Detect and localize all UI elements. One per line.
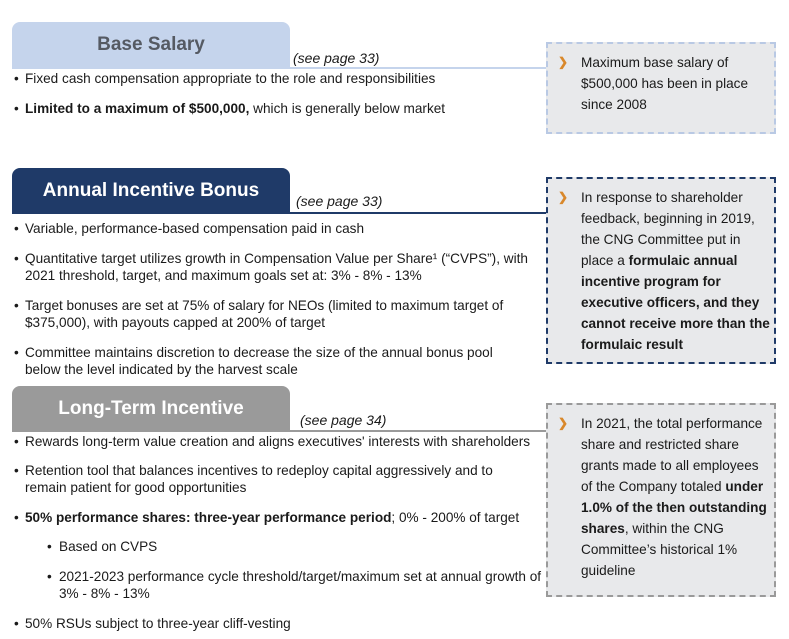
base-salary-tab-label: Base Salary bbox=[97, 34, 205, 55]
list-item: • 50% RSUs subject to three-year cliff-vesting bbox=[14, 615, 291, 632]
base-salary-page-ref: (see page 33) bbox=[293, 50, 380, 66]
list-item: • Rewards long-term value creation and aligns executives' interests with shareholders bbox=[14, 433, 530, 450]
list-item: • 50% performance shares: three-year performance period; 0% - 200% of target bbox=[14, 509, 519, 526]
list-item: • Based on CVPS bbox=[47, 538, 157, 555]
long-term-incentive-tab bbox=[12, 386, 290, 432]
chevron-right-icon: ❯ bbox=[558, 416, 569, 430]
annual-incentive-rule bbox=[12, 212, 547, 214]
annual-incentive-tab-label: Annual Incentive Bonus bbox=[42, 180, 260, 201]
list-item: • Quantitative target utilizes growth in Compensation Value per Share¹ (“CVPS”), with 2021 threshold, target, and maximum goals set at: 3% - 8% - 13% bbox=[14, 250, 545, 284]
base-salary-rule bbox=[12, 67, 547, 69]
long-term-incentive-page-ref: (see page 34) bbox=[300, 412, 387, 428]
list-item: • Committee maintains discretion to decrease the size of the annual bonus pool below the level indicated by the harvest scale bbox=[14, 344, 515, 378]
chevron-right-icon: ❯ bbox=[558, 55, 569, 69]
chevron-right-icon: ❯ bbox=[558, 190, 569, 204]
long-term-incentive-rule bbox=[12, 430, 547, 432]
long-term-incentive-tab-label: Long-Term Incentive bbox=[58, 398, 244, 419]
list-item: • Variable, performance-based compensation paid in cash bbox=[14, 220, 364, 237]
base-salary-callout: ❯ Maximum base salary of $500,000 has been in place since 2008 bbox=[546, 42, 776, 134]
list-item: • Limited to a maximum of $500,000, which is generally below market bbox=[14, 100, 445, 117]
list-item: • Fixed cash compensation appropriate to the role and responsibilities bbox=[14, 70, 435, 87]
annual-incentive-callout: ❯ In response to shareholder feedback, beginning in 2019, the CNG Committee put in place a formulaic annual incentive program for executive officers, and they cannot receive more than the formulaic result bbox=[546, 177, 776, 364]
annual-incentive-tab bbox=[12, 168, 290, 214]
long-term-incentive-callout: ❯ In 2021, the total performance share and restricted share grants made to all employees of the Company totaled under 1.0% of the then outstanding shares, within the CNG Committee’s historical 1% guideline bbox=[546, 403, 776, 597]
annual-incentive-page-ref: (see page 33) bbox=[296, 193, 383, 209]
base-salary-tab bbox=[12, 22, 290, 68]
list-item: • Retention tool that balances incentives to redeploy capital aggressively and to remain patient for good opportunities bbox=[14, 462, 525, 496]
list-item: • 2021-2023 performance cycle threshold/target/maximum set at annual growth of 3% - 8% - 13% bbox=[47, 568, 549, 602]
list-item: • Target bonuses are set at 75% of salary for NEOs (limited to maximum target of $375,000), with payouts capped at 200% of target bbox=[14, 297, 530, 331]
